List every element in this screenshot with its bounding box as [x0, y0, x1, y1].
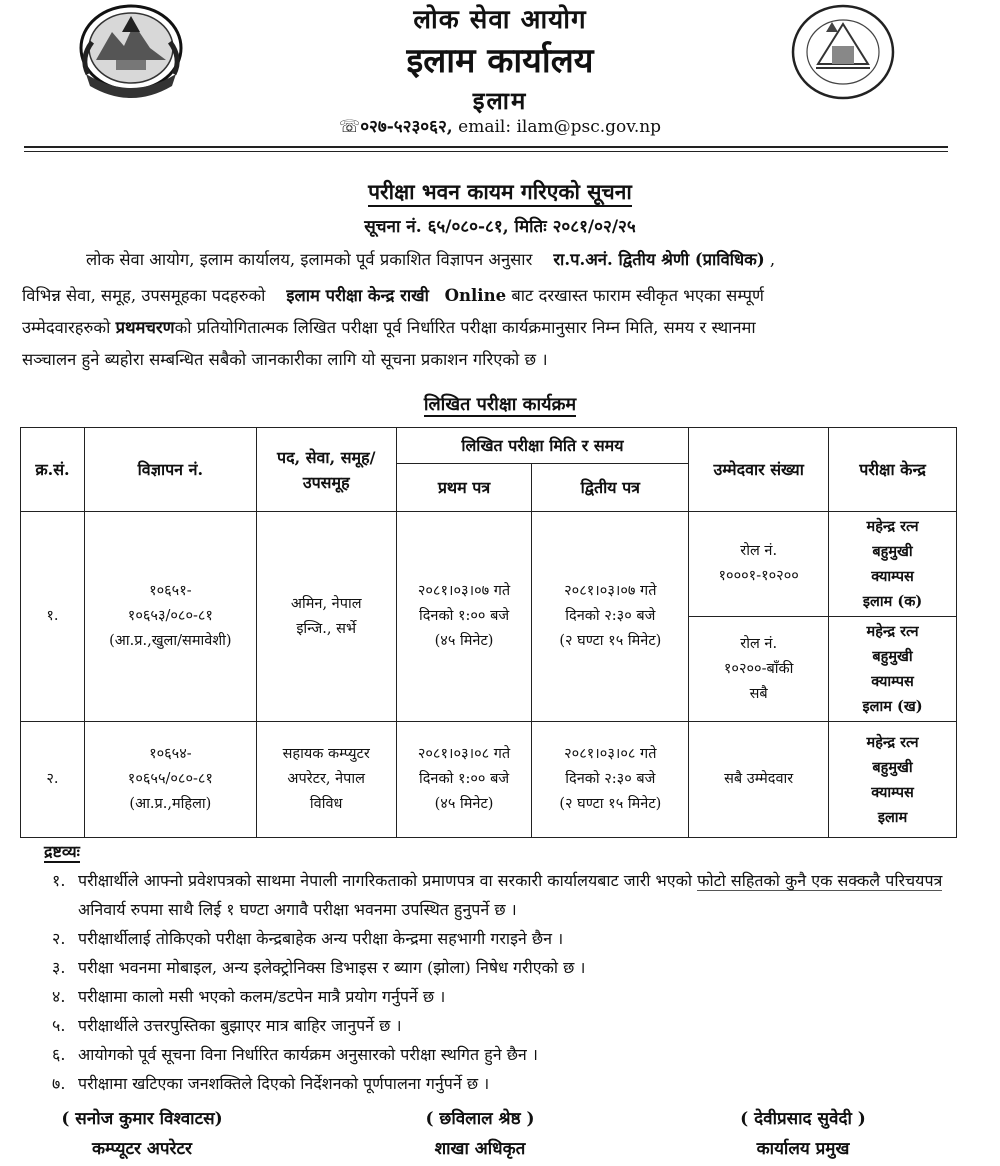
- notice-number: सूचना नं. ६५/०८०-८१, मितिः २०८१/०२/२५: [364, 217, 636, 237]
- notice-title: परीक्षा भवन कायम गरिएको सूचना: [0, 178, 1000, 206]
- row-center: महेन्द्र रत्न बहुमुखी क्याम्पस इलाम: [829, 722, 957, 838]
- signatory-post: शाखा अधिकृत: [434, 1139, 526, 1159]
- notice-paragraph-line-2: विभिन्न सेवा, समूह, उपसमूहका पदहरुको इलाम परीक्षा केन्द्र राखी Online बाट दरखास्त फाराम स्वीकृत भएका सम्पूर्ण: [22, 286, 764, 305]
- table-row: [21, 512, 957, 617]
- office-name: इलाम कार्यालय: [406, 41, 594, 81]
- row-post: अमिन, नेपाल इन्जि., सर्भे: [256, 512, 396, 722]
- header-candidates: उम्मेदवार संख्या: [689, 428, 829, 512]
- office-place: इलाम: [472, 86, 528, 115]
- signatory-name: ( देवीप्रसाद सुवेदी ): [740, 1109, 866, 1129]
- signatory-post: कम्प्यूटर अपरेटर: [91, 1139, 192, 1159]
- header-post: पद, सेवा, समूह/उपसमूह: [256, 428, 396, 512]
- row-candidates: सबै उम्मेदवार: [689, 722, 829, 838]
- list-item: २. परीक्षार्थीलाई तोकिएको परीक्षा केन्द्रबाहेक अन्य परीक्षा केन्द्रमा सहभागी गराइने छैन ।: [52, 929, 564, 948]
- signatory-name: ( सनोज कुमार विश्वाटस): [61, 1109, 223, 1129]
- header-exam-time: लिखित परीक्षा मिति र समय: [396, 428, 689, 464]
- row-center: महेन्द्र रत्न बहुमुखी क्याम्पस इलाम (क): [829, 512, 957, 617]
- list-item: १. परीक्षार्थीले आफ्नो प्रवेशपत्रको साथमा नेपाली नागरिकताको प्रमाणपत्र वा सरकारी कार्यालयबाट जारी भएको फोटो सहितको कुनै एक सक्कलै परिचयपत्र अनिवार्य रुपमा साथै लिई १ घण्टा अगावै परीक्षा भवनमा उपस्थित हुनुपर्ने छ ।: [52, 871, 943, 919]
- list-item: ५. परीक्षार्थीले उत्तरपुस्तिका बुझाएर मात्र बाहिर जानुपर्ने छ ।: [52, 1016, 402, 1035]
- notes-list: [52, 866, 952, 1098]
- row-paper-2: २०८१।०३।०८ गते दिनको २:३० बजे (२ घण्टा १५ मिनेट): [532, 722, 689, 838]
- email-address: email: ilam@psc.gov.np: [452, 117, 662, 137]
- signatory-post: कार्यालय प्रमुख: [756, 1139, 850, 1159]
- notice-paragraph-line-4: सञ्चालन हुने ब्यहोरा सम्बन्धित सबैको जानकारीका लागि यो सूचना प्रकाशन गरिएको छ ।: [22, 350, 548, 369]
- signature-block-2: [360, 1106, 600, 1166]
- row-sn: १.: [21, 512, 85, 722]
- header-paper-1: प्रथम पत्र: [396, 464, 532, 512]
- row-sn: २.: [21, 722, 85, 838]
- list-item: ३. परीक्षा भवनमा मोबाइल, अन्य इलेक्ट्रोनिक्स डिभाइस र ब्याग (झोला) निषेध गरीएको छ ।: [52, 958, 586, 977]
- row-post: सहायक कम्प्युटर अपरेटर, नेपाल विविध: [256, 722, 396, 838]
- header-center: परीक्षा केन्द्र: [829, 428, 957, 512]
- table-row: [21, 722, 957, 838]
- id-requirement: फोटो सहितको कुनै एक सक्कलै परिचयपत्र: [697, 871, 943, 890]
- phone-number: ०२७-५२३०६२,: [360, 117, 453, 137]
- header-sn: क्र.सं.: [21, 428, 85, 512]
- post-level: रा.प.अनं. द्वितीय श्रेणी (प्राविधिक): [553, 250, 765, 269]
- row-candidates: रोल नं. १०००१-१०२००: [689, 512, 829, 617]
- row-adv-no: १०६५४- १०६५५/०८०-८१ (आ.प्र.,महिला): [84, 722, 256, 838]
- row-center: महेन्द्र रत्न बहुमुखी क्याम्पस इलाम (ख): [829, 617, 957, 722]
- schedule-title: लिखित परीक्षा कार्यक्रम: [423, 394, 577, 415]
- signatory-name: ( छविलाल श्रेष्ठ ): [425, 1109, 535, 1129]
- row-paper-1: २०८१।०३।०७ गते दिनको १:०० बजे (४५ मिनेट): [396, 512, 532, 722]
- row-candidates: रोल नं. १०२००-बाँकी सबै: [689, 617, 829, 722]
- row-paper-2: २०८१।०३।०७ गते दिनको २:३० बजे (२ घण्टा १५ मिनेट): [532, 512, 689, 722]
- signature-block-3: [678, 1106, 928, 1166]
- list-item: ६. आयोगको पूर्व सूचना विना निर्धारित कार्यक्रम अनुसारको परीक्षा स्थगित हुने छैन ।: [52, 1045, 538, 1064]
- notice-paragraph-line-3: उम्मेदवारहरुको प्रथमचरणको प्रतियोगितात्मक लिखित परीक्षा पूर्व निर्धारित परीक्षा कार्यक्रमानुसार निम्न मिति, समय र स्थानमा: [22, 318, 756, 337]
- header-divider-thin: [24, 151, 948, 152]
- telephone-icon: ☏: [338, 117, 361, 137]
- header-paper-2: द्वितीय पत्र: [532, 464, 689, 512]
- notes-heading: द्रष्टव्यः: [44, 842, 80, 861]
- signature-block-1: [22, 1106, 262, 1166]
- exam-schedule-table: [20, 427, 957, 838]
- list-item: ७. परीक्षामा खटिएका जनशक्तिले दिएको निर्देशनको पूर्णपालना गर्नुपर्ने छ ।: [52, 1074, 490, 1093]
- notice-paragraph-line-1: लोक सेवा आयोग, इलाम कार्यालय, इलामको पूर्व प्रकाशित विज्ञापन अनुसार रा.प.अनं. द्वितीय श्रेणी (प्राविधिक) ,: [86, 250, 776, 269]
- header-adv-no: विज्ञापन नं.: [84, 428, 256, 512]
- row-paper-1: २०८१।०३।०८ गते दिनको १:०० बजे (४५ मिनेट): [396, 722, 532, 838]
- org-name: लोक सेवा आयोग: [413, 5, 587, 35]
- contact-line: [0, 114, 1000, 137]
- header-divider: [24, 146, 948, 148]
- list-item: ४. परीक्षामा कालो मसी भएको कलम/डटपेन मात्रै प्रयोग गर्नुपर्ने छ ।: [52, 987, 446, 1006]
- row-adv-no: १०६५१- १०६५३/०८०-८१ (आ.प्र.,खुला/समावेशी): [84, 512, 256, 722]
